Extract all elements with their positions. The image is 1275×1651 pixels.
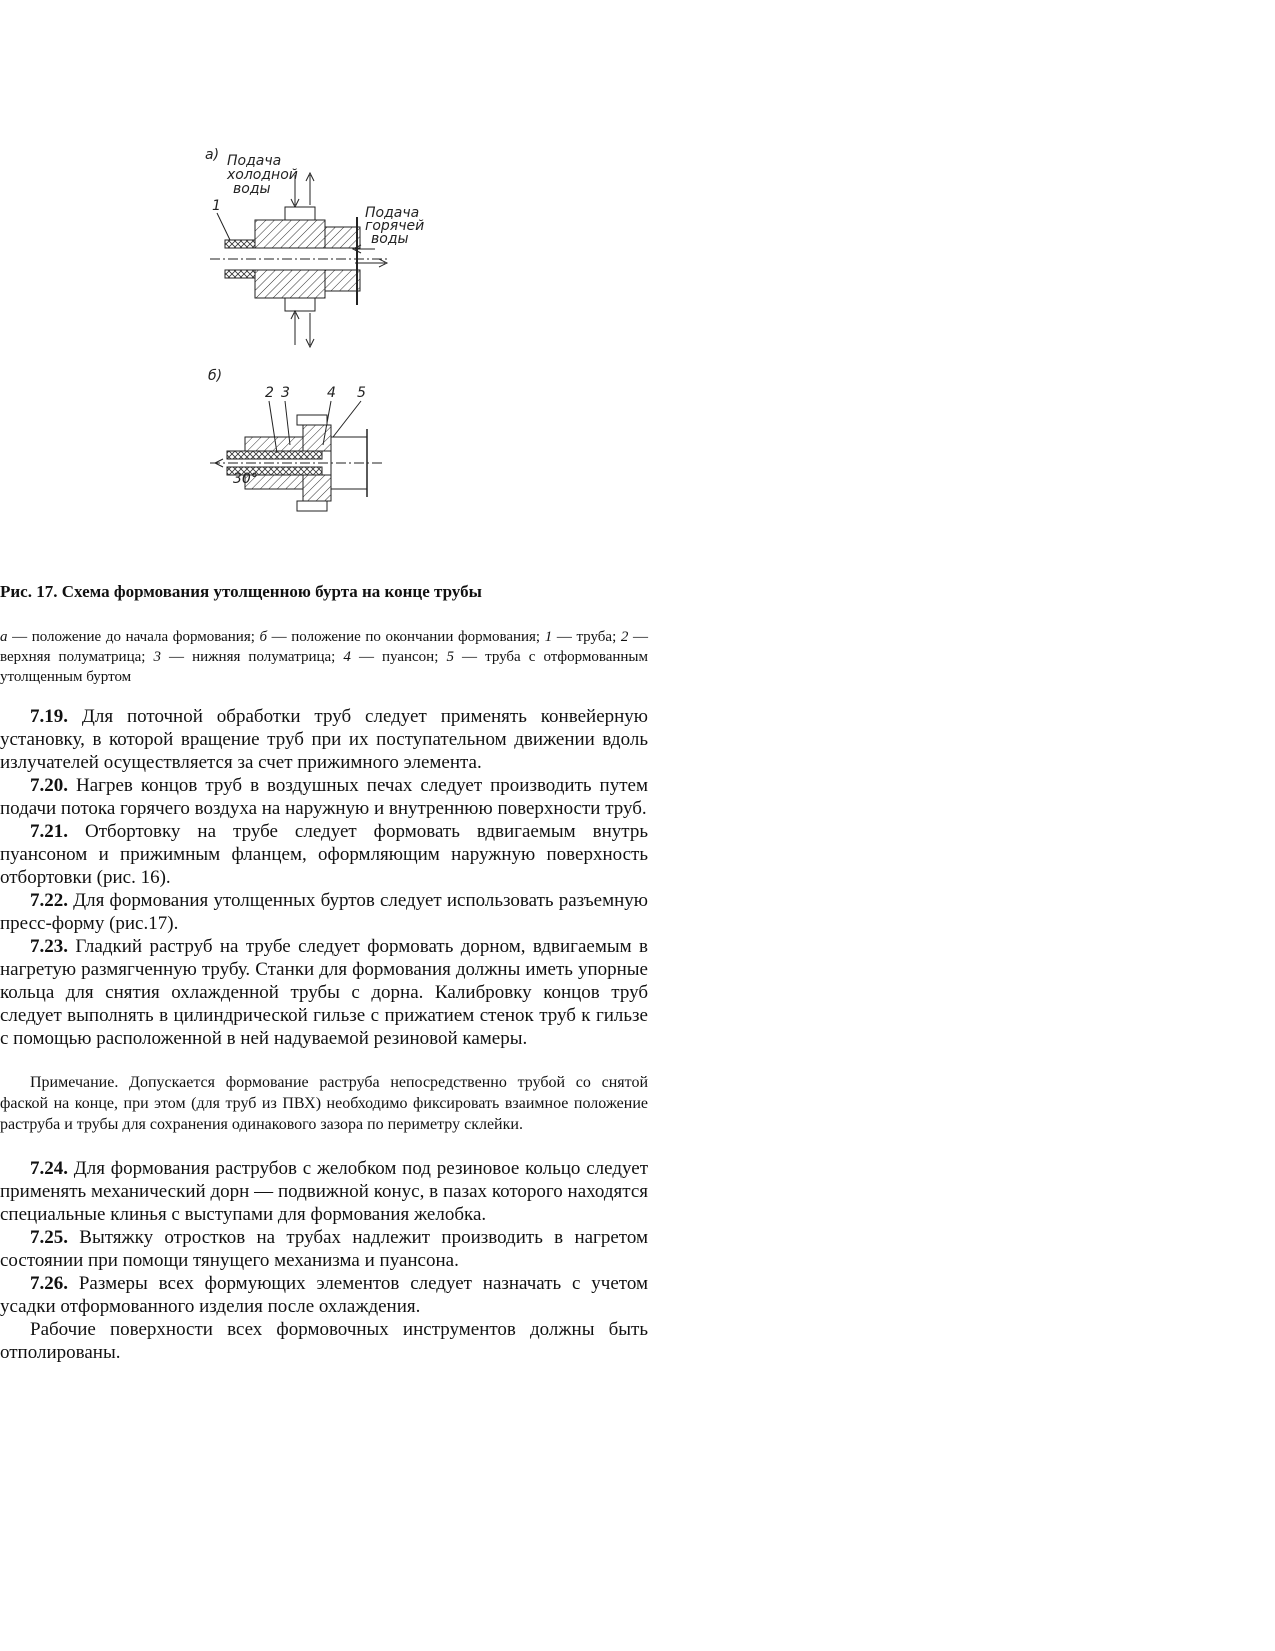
legend-text-4: — пуансон; [350, 649, 447, 665]
paragraph-number: 7.23. [30, 936, 68, 957]
legend-key-a: а [0, 629, 8, 645]
legend-key-b: б [259, 629, 268, 645]
legend-text-b: — положение по окончании формования; [267, 629, 545, 645]
paragraph-7-24 [0, 1157, 648, 1226]
label-a: а) [205, 147, 220, 163]
paragraph-text: Для формования раструбов с желобком под резиновое кольцо следует применять механический дорн — подвижной конус, в пазах которого находятся специальные клинья с выступами для формования желобка. [0, 1158, 648, 1225]
figure-legend [0, 627, 648, 687]
paragraph-7-25 [0, 1226, 648, 1272]
paragraph-number: 7.26. [30, 1273, 68, 1294]
mold-scheme-drawing [205, 145, 445, 565]
hot-water-line3: воды [371, 231, 409, 247]
note: Примечание. Допускается формование раструба непосредственно трубой со снятой фаской на конце, при этом (для труб из ПВХ) необходимо фиксировать взаимное положение раструба и трубы для сохранения одинакового зазора по периметру склейки. [0, 1074, 648, 1133]
legend-key-4: 4 [343, 649, 351, 665]
figure-caption: Рис. 17. Схема формования утолщенною бурта на конце трубы [0, 582, 482, 601]
paragraph-text: Размеры всех формующих элементов следует назначать с учетом усадки отформованного изделия после охлаждения. [0, 1273, 648, 1317]
part-4-label: 4 [327, 385, 336, 401]
legend-key-5: 5 [446, 649, 454, 665]
legend-key-3: 3 [153, 649, 161, 665]
legend-key-2: 2 [620, 629, 629, 645]
paragraph-text: Для формования утолщенных буртов следует использовать разъемную пресс-форму (рис.17). [0, 890, 648, 934]
hot-water-line1: Подача [365, 205, 420, 221]
technical-drawing [205, 145, 445, 565]
paragraph-7-21 [0, 820, 648, 889]
legend-text-5: — труба с отформованным утолщенным буртом [0, 649, 648, 685]
paragraph-number: 7.20. [30, 775, 68, 796]
angle-label: 30° [233, 471, 258, 487]
cold-water-line1: Подача [227, 153, 282, 169]
paragraph-number: 7.21. [30, 821, 68, 842]
hot-water-line2: горячей [365, 218, 425, 234]
paragraph-text: Для поточной обработки труб следует применять конвейерную установку, в которой вращение труб при их поступательном движении вдоль излучателей осуществляется за счет прижимного элемента. [0, 706, 648, 773]
paragraph-text: Вытяжку отростков на трубах надлежит производить в нагретом состоянии при помощи тянущего механизма и пуансона. [0, 1227, 648, 1271]
legend-text-1: — труба; [552, 629, 621, 645]
legend-text-3: — нижняя полуматрица; [161, 649, 344, 665]
label-b: б) [208, 368, 223, 384]
part-5-label: 5 [357, 385, 366, 401]
paragraph-7-23 [0, 935, 648, 1050]
paragraph-text: Отбортовку на трубе следует формовать вдвигаемым внутрь пуансоном и прижимным фланцем, оформляющим наружную поверхность отбортовки (рис. 16). [0, 821, 648, 888]
cold-water-line3: воды [233, 181, 271, 197]
paragraph-number: 7.19. [30, 706, 68, 727]
paragraph-7-22 [0, 889, 648, 935]
part-3-label: 3 [281, 385, 290, 401]
paragraph-7-20 [0, 774, 648, 820]
legend-text-a: — положение до начала формования; [7, 629, 260, 645]
paragraph-7-19 [0, 705, 648, 774]
paragraph-number: 7.24. [30, 1158, 68, 1179]
paragraph-text: Нагрев концов труб в воздушных печах следует производить путем подачи потока горячего воздуха на наружную и внутреннюю поверхности труб. [0, 775, 648, 819]
paragraph-number: 7.25. [30, 1227, 68, 1248]
paragraph-final: Рабочие поверхности всех формовочных инструментов должны быть отполированы. [0, 1319, 648, 1363]
legend-text-2: — верхняя полуматрица; [0, 629, 648, 665]
part-2-label: 2 [265, 385, 274, 401]
cold-water-line2: холодной [227, 167, 298, 183]
paragraph-7-26 [0, 1272, 648, 1318]
paragraph-number: 7.22. [30, 890, 68, 911]
legend-key-1: 1 [544, 629, 553, 645]
document-body [0, 705, 648, 1364]
part-1-label: 1 [212, 198, 221, 214]
paragraph-text: Гладкий раструб на трубе следует формовать дорном, вдвигаемым в нагретую размягченную трубу. Станки для формования должны иметь упорные кольца для снятия охлажденной трубы с дорна. Калибровку концов труб следует выполнять в цилиндрической гильзе с прижатием стенок труб к гильзе с помощью расположенной в ней надуваемой резиновой камеры. [0, 936, 648, 1049]
